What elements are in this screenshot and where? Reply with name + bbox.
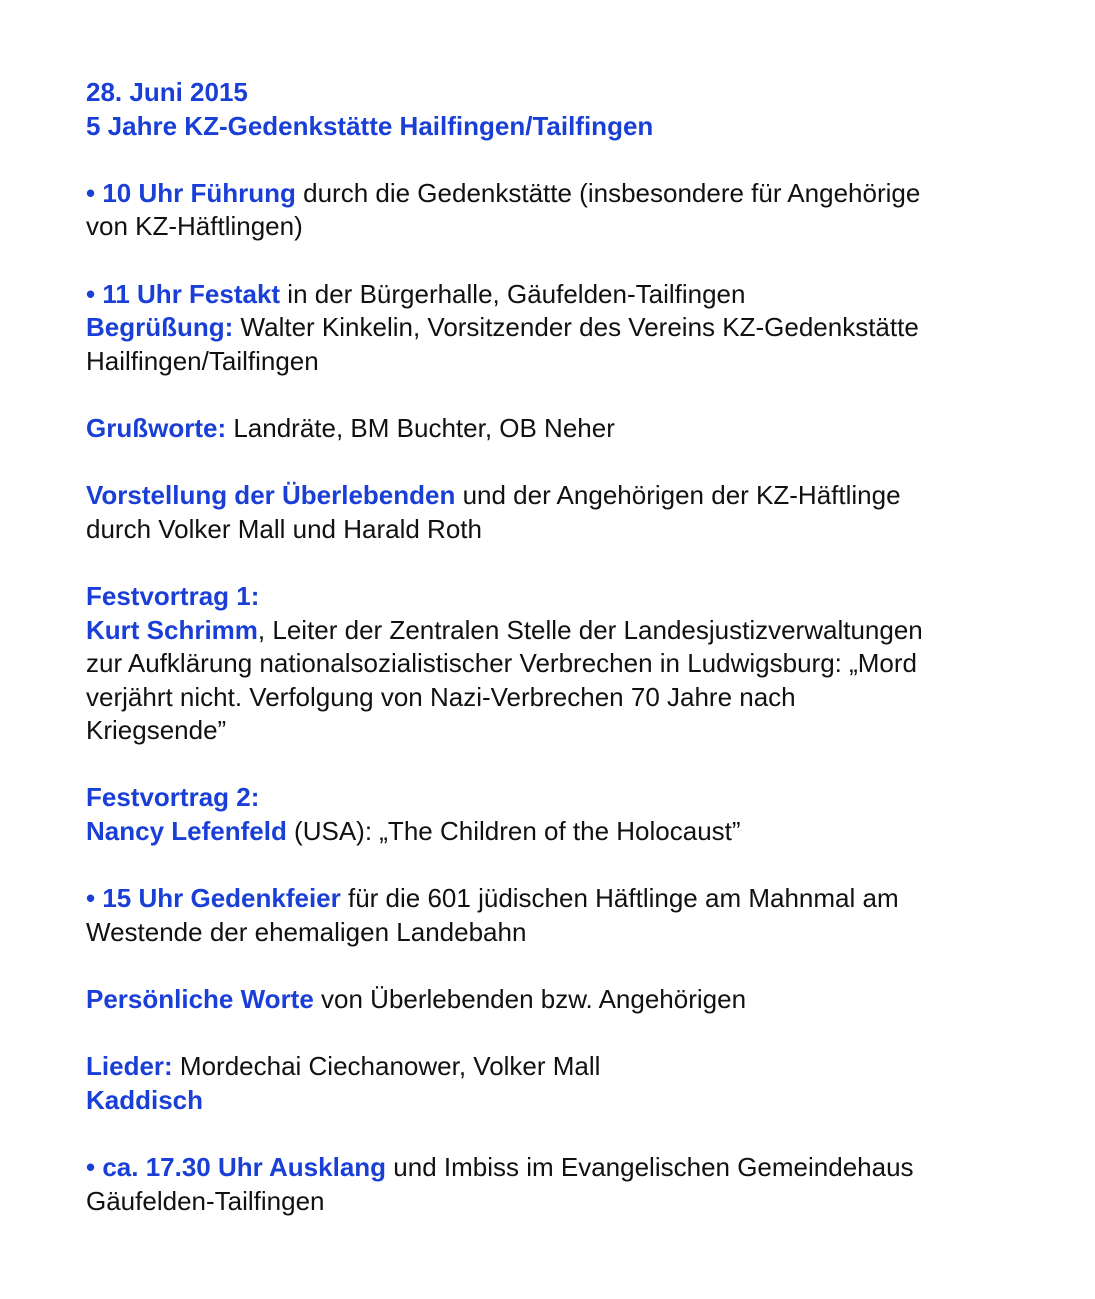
greeting-line [86, 311, 1046, 345]
spacer [86, 1017, 1046, 1051]
greeting-line-cont: Hailfingen/Tailfingen [86, 345, 319, 376]
program-item-fuehrung-cont: von KZ-Häftlingen) [86, 211, 303, 242]
spacer [86, 849, 1046, 883]
item-heading: • 10 Uhr Führung [86, 177, 296, 208]
spacer [86, 378, 1046, 412]
spacer [86, 1117, 1046, 1151]
festvortrag1-label: Festvortrag 1: [86, 580, 260, 611]
vorstellung-label: Vorstellung der Überlebenden [86, 480, 456, 511]
item-heading: • 11 Uhr Festakt [86, 278, 281, 309]
greeting-label: Begrüßung: [86, 312, 234, 343]
item-text: durch die Gedenkstätte (insbesondere für Angehörige [295, 177, 921, 208]
spacer [86, 143, 1046, 177]
worte-line [86, 983, 1046, 1017]
lieder-label: Lieder: [86, 1051, 173, 1082]
spacer [86, 446, 1046, 480]
spacer [86, 748, 1046, 782]
grussworte-label: Grußworte: [86, 412, 227, 443]
vorstellung-line-cont: durch Volker Mall und Harald Roth [86, 513, 482, 544]
festvortrag1-line3: verjährt nicht. Verfolgung von Nazi-Verbrechen 70 Jahre nach [86, 681, 796, 712]
festvortrag2-label: Festvortrag 2: [86, 782, 260, 813]
spacer [86, 546, 1046, 580]
program-item-gedenkfeier-cont: Westende der ehemaligen Landebahn [86, 916, 527, 947]
festvortrag1-line [86, 614, 1046, 648]
festvortrag1-line2: zur Aufklärung nationalsozialistischer Verbrechen in Ludwigsburg: „Mord [86, 648, 917, 679]
vorstellung-line [86, 479, 1046, 513]
festvortrag1-line4: Kriegsende” [86, 715, 227, 746]
item-text: in der Bürgerhalle, Gäufelden-Tailfingen [280, 278, 746, 309]
grussworte-line [86, 412, 1046, 446]
greeting-text: Walter Kinkelin, Vorsitzender des Vereins KZ-Gedenkstätte [233, 312, 919, 343]
lieder-line [86, 1050, 1046, 1084]
vorstellung-text: und der Angehörigen der KZ-Häftlinge [455, 480, 901, 511]
item-text: und Imbiss im Evangelischen Gemeindehaus [386, 1152, 914, 1182]
event-title: 5 Jahre KZ-Gedenkstätte Hailfingen/Tailfingen [86, 110, 654, 141]
festvortrag2-speaker: Nancy Lefenfeld [86, 816, 287, 847]
kaddisch-label: Kaddisch [86, 1084, 204, 1115]
worte-label: Persönliche Worte [86, 984, 314, 1015]
festvortrag1-text: , Leiter der Zentralen Stelle der Landesjustizverwaltungen [257, 614, 923, 645]
program-item-ausklang [86, 1151, 1046, 1185]
worte-text: von Überlebenden bzw. Angehörigen [313, 984, 747, 1015]
program-item-ausklang-cont: Gäufelden-Tailfingen [86, 1185, 325, 1216]
festvortrag1-speaker: Kurt Schrimm [86, 614, 258, 645]
program-item-fuehrung [86, 177, 1046, 211]
item-text: für die 601 jüdischen Häftlinge am Mahnmal am [340, 883, 899, 914]
item-heading: • 15 Uhr Gedenkfeier [86, 883, 341, 914]
item-heading: • ca. 17.30 Uhr Ausklang [86, 1152, 387, 1182]
spacer [86, 244, 1046, 278]
festvortrag2-line [86, 815, 1046, 849]
program-document [86, 76, 1046, 1218]
event-date: 28. Juni 2015 [86, 77, 248, 107]
grussworte-text: Landräte, BM Buchter, OB Neher [226, 412, 615, 443]
lieder-text: Mordechai Ciechanower, Volker Mall [172, 1051, 601, 1082]
spacer [86, 949, 1046, 983]
program-item-festakt [86, 278, 1046, 312]
festvortrag2-text: (USA): „The Children of the Holocaust” [286, 816, 741, 847]
program-item-gedenkfeier [86, 882, 1046, 916]
